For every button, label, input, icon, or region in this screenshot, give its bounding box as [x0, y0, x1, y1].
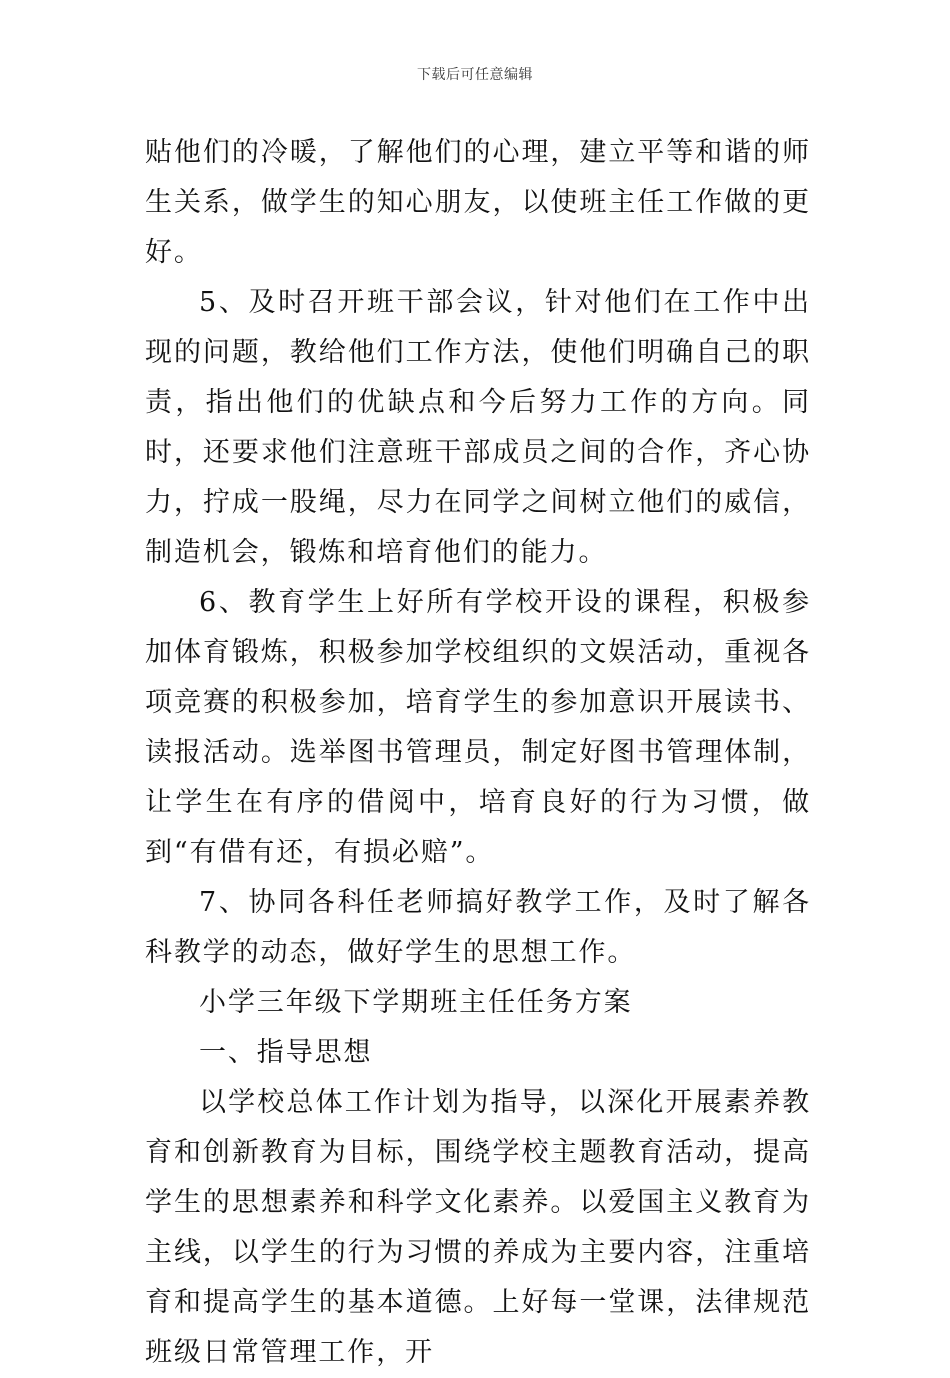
paragraph-guiding-thought: 以学校总体工作计划为指导，以深化开展素养教育和创新教育为目标，围绕学校主题教育活动，提高学生的思想素养和科学文化素养。以爱国主义教育为主线，以学生的行为习惯的养成为主要内容，注重培育和提高学生的基本道德。上好每一堂课，法律规范班级日常管理工作，开 — [145, 1087, 811, 1368]
paragraph-item-5: 5、及时召开班干部会议，针对他们在工作中出现的问题，教给他们工作方法，使他们明确自己的职责，指出他们的优缺点和今后努力工作的方向。同时，还要求他们注意班干部成员之间的合作，齐心协力，拧成一股绳，尽力在同学之间树立他们的威信，制造机会，锻炼和培育他们的能力。 — [145, 287, 811, 568]
header-note: 下载后可任意编辑 — [417, 67, 533, 83]
paragraph-item-7: 7、协同各科任老师搞好教学工作，及时了解各科教学的动态，做好学生的思想工作。 — [145, 887, 811, 968]
document-body — [145, 128, 811, 1378]
heading-guiding-thought: 一、指导思想 — [199, 1037, 373, 1068]
paragraph-continuation: 贴他们的冷暖，了解他们的心理，建立平等和谐的师生关系，做学生的知心朋友，以使班主任工作做的更好。 — [145, 137, 811, 268]
section-title: 小学三年级下学期班主任任务方案 — [199, 987, 633, 1018]
paragraph-item-6: 6、教育学生上好所有学校开设的课程，积极参加体育锻炼，积极参加学校组织的文娱活动，重视各项竞赛的积极参加，培育学生的参加意识开展读书、读报活动。选举图书管理员，制定好图书管理体制，让学生在有序的借阅中，培育良好的行为习惯，做到“有借有还，有损必赔”。 — [145, 587, 811, 868]
